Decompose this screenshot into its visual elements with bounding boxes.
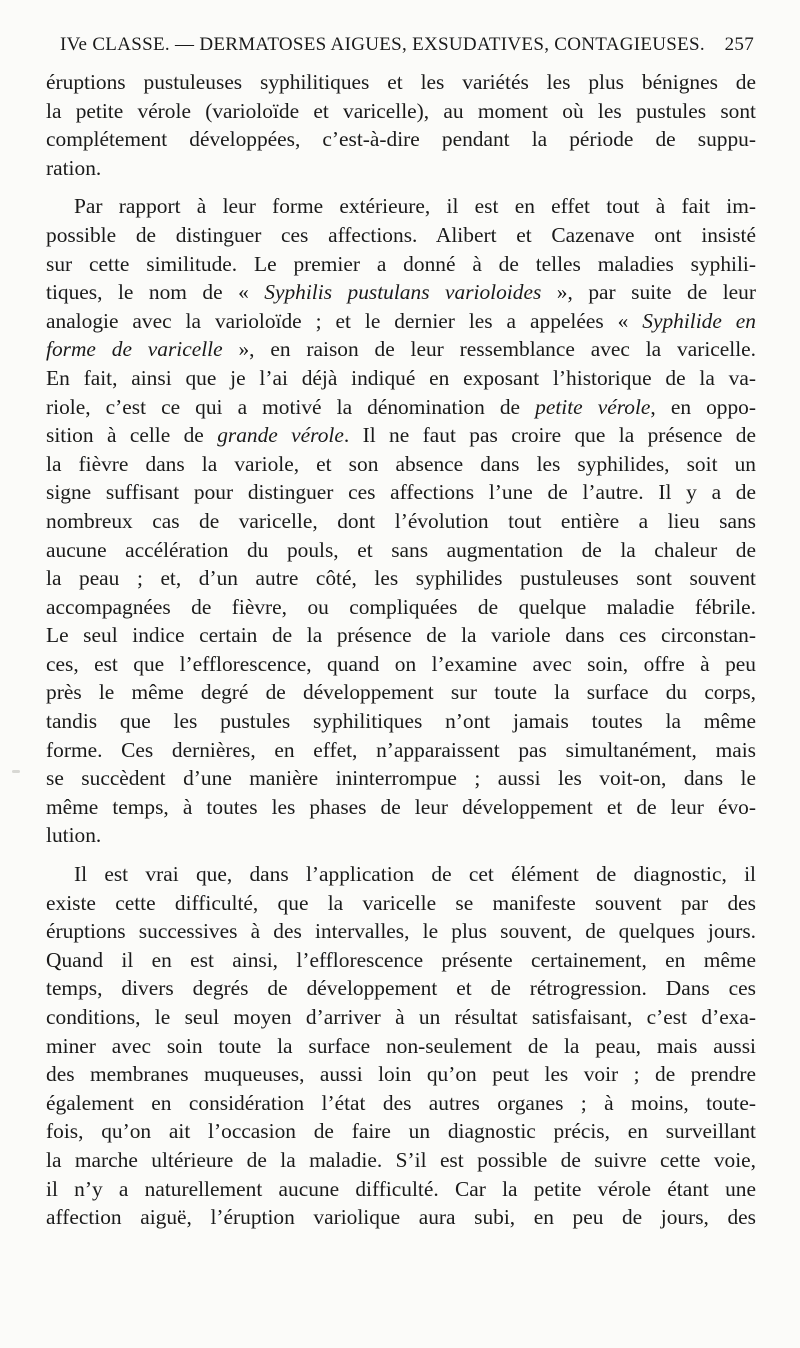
text-line: complétement développées, c’est-à-dire pendant la période de suppu- — [46, 127, 756, 152]
text-line: nombreux cas de varicelle, dont l’évolution tout entière a lieu sans — [46, 508, 756, 533]
text-line: temps, divers degrés de développement et de rétrogression. Dans ces — [46, 976, 756, 1001]
text-line: éruptions pustuleuses syphilitiques et les variétés les plus bénignes de — [46, 70, 756, 94]
paragraph-start-line: Par rapport à leur forme extérieure, il est en effet tout à fait im- — [74, 194, 756, 219]
text-line: signe suffisant pour distinguer ces affections l’une de l’autre. Il y a de — [46, 480, 756, 505]
text-line: sition à celle de grande vérole. Il ne faut pas croire que la présence de — [46, 423, 756, 448]
text-line: la marche ultérieure de la maladie. S’il est possible de suivre cette voie, — [46, 1147, 756, 1172]
text-line: forme. Ces dernières, en effet, n’apparaissent pas simultanément, mais — [46, 737, 756, 762]
text-line: tandis que les pustules syphilitiques n’ont jamais toutes la même — [46, 709, 756, 734]
italic-term: grande vérole — [217, 423, 344, 448]
text-line: analogie avec la varioloïde ; et le dernier les a appelées « Syphilide en — [46, 308, 756, 333]
text-line: des membranes muqueuses, aussi loin qu’on peut les voir ; de prendre — [46, 1062, 756, 1087]
italic-term: Syphilis pustulans varioloides — [264, 280, 542, 305]
text-line: En fait, ainsi que je l’ai déjà indiqué en exposant l’historique de la va- — [46, 365, 756, 390]
text-line: fois, qu’on ait l’occasion de faire un diagnostic précis, en surveillant — [46, 1119, 756, 1144]
text-line: la fièvre dans la variole, et son absence dans les syphilides, soit un — [46, 451, 756, 476]
text-line: ration. — [46, 155, 102, 180]
text-line: même temps, à toutes les phases de leur développement et de leur évo- — [46, 794, 756, 819]
text-line: près le même degré de développement sur toute la surface du corps, — [46, 680, 756, 705]
text-line: accompagnées de fièvre, ou compliquées de quelque maladie fébrile. — [46, 594, 756, 619]
text-line: se succèdent d’une manière ininterrompue ; aussi les voit-on, dans le — [46, 766, 756, 791]
italic-term: petite vérole — [535, 394, 651, 419]
text-line: sur cette similitude. Le premier a donné à de telles maladies syphili- — [46, 251, 756, 276]
text-line: affection aiguë, l’éruption variolique aura subi, en peu de jours, des — [46, 1205, 756, 1230]
text-line: la petite vérole (varioloïde et varicelle), au moment où les pustules sont — [46, 98, 756, 123]
text-line: lution. — [46, 823, 102, 848]
text-line: éruptions successives à des intervalles, le plus souvent, de quelques jours. — [46, 919, 756, 944]
text-line: existe cette difficulté, que la varicelle se manifeste souvent par des — [46, 890, 756, 915]
text-line: Le seul indice certain de la présence de la variole dans ces circonstan- — [46, 623, 756, 648]
page-number: 257 — [724, 34, 754, 55]
italic-term: Syphilide en — [642, 308, 756, 333]
text-line: tiques, le nom de « Syphilis pustulans varioloides », par suite de leur — [46, 280, 756, 305]
text-line: riole, c’est ce qui a motivé la dénomination de petite vérole, en oppo- — [46, 394, 756, 419]
text-line: ces, est que l’efflorescence, quand on l’examine avec soin, offre à peu — [46, 651, 756, 676]
running-header — [60, 30, 754, 60]
running-title: IVe CLASSE. — DERMATOSES AIGUES, EXSUDATIVES, CONTAGIEUSES. — [60, 34, 705, 55]
text-line: miner avec soin toute la surface non-seulement de la peau, mais aussi — [46, 1033, 756, 1058]
text-line: il n’y a naturellement aucune difficulté. Car la petite vérole étant une — [46, 1176, 756, 1201]
text-line: Quand il en est ainsi, l’efflorescence présente certainement, en même — [46, 947, 756, 972]
body-text — [46, 68, 756, 1232]
text-line: également en considération l’état des autres organes ; à moins, toute- — [46, 1090, 756, 1115]
text-line: possible de distinguer ces affections. Alibert et Cazenave ont insisté — [46, 222, 756, 247]
text-line: aucune accélération du pouls, et sans augmentation de la chaleur de — [46, 537, 756, 562]
paragraph-start-line: Il est vrai que, dans l’application de cet élément de diagnostic, il — [74, 862, 756, 887]
italic-term: forme de varicelle — [46, 337, 223, 362]
margin-speck — [12, 770, 20, 773]
text-line: la peau ; et, d’un autre côté, les syphilides pustuleuses sont souvent — [46, 566, 756, 591]
text-line: conditions, le seul moyen d’arriver à un résultat satisfaisant, c’est d’exa- — [46, 1005, 756, 1029]
text-line: forme de varicelle », en raison de leur ressemblance avec la varicelle. — [46, 337, 756, 362]
